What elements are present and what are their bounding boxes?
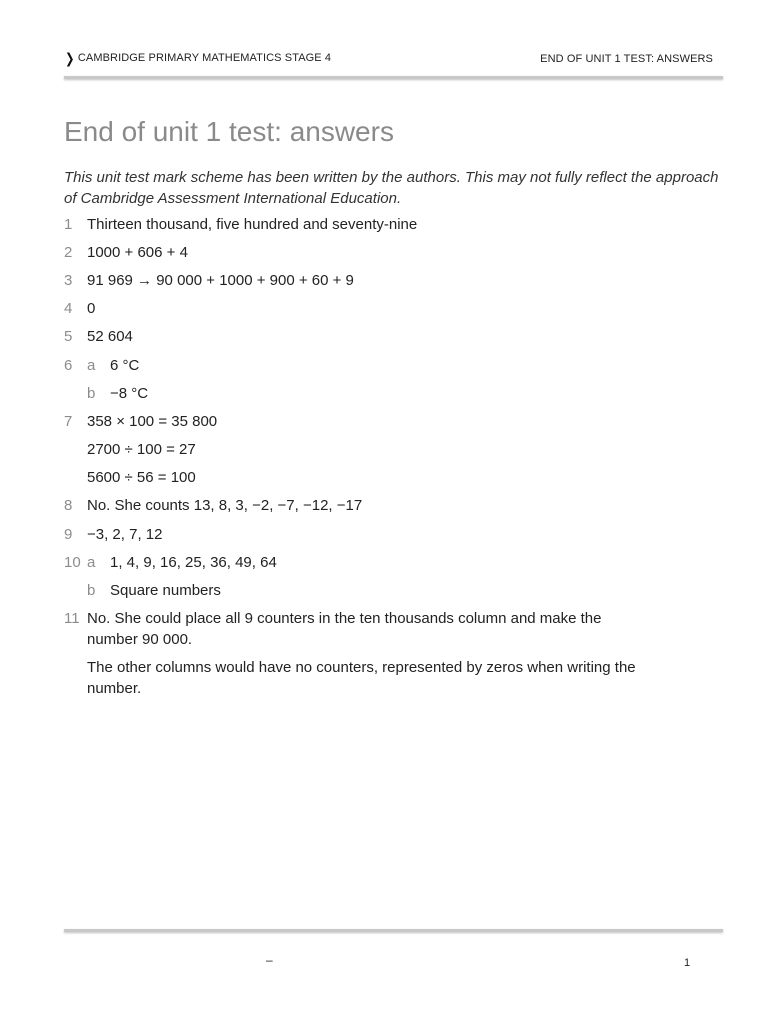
question-number: 5 bbox=[64, 328, 73, 345]
question-number: 3 bbox=[64, 272, 73, 289]
answer-text: 2700 ÷ 100 = 27 bbox=[87, 441, 196, 458]
header-section-title: END OF UNIT 1 TEST: ANSWERS bbox=[540, 53, 713, 65]
answer-paragraph: No. She could place all 9 counters in the ten thousands column and make the number 90 000. bbox=[87, 610, 602, 648]
part-label: a bbox=[87, 357, 96, 374]
question-number: 8 bbox=[64, 497, 73, 514]
answer-text: 6 °C bbox=[110, 357, 140, 374]
question-number: 2 bbox=[64, 244, 73, 261]
answer-text: Square numbers bbox=[110, 582, 221, 599]
question-number: 11 bbox=[64, 610, 80, 627]
answer-text: No. She counts 13, 8, 3, −2, −7, −12, −17 bbox=[87, 497, 363, 514]
intro-note: This unit test mark scheme has been written by the authors. This may not fully reflect the approach of Cambridge Assessment International Education. bbox=[64, 169, 719, 207]
page-number: 1 bbox=[684, 957, 691, 969]
part-label: b bbox=[87, 385, 96, 402]
running-header bbox=[64, 50, 723, 70]
answer-text: Thirteen thousand, five hundred and seventy-nine bbox=[87, 216, 418, 233]
footer-dash: – bbox=[266, 953, 273, 967]
chevron-right-icon: ❯ bbox=[65, 50, 75, 66]
part-label: b bbox=[87, 582, 96, 599]
question-number: 1 bbox=[64, 216, 73, 233]
answer-text: 1000 + 606 + 4 bbox=[87, 244, 188, 261]
header-left bbox=[64, 52, 331, 64]
footer-rule bbox=[64, 929, 723, 932]
answer-text: 1, 4, 9, 16, 25, 36, 49, 64 bbox=[110, 554, 277, 571]
answer-text: 0 bbox=[87, 300, 96, 317]
header-series-title: CAMBRIDGE PRIMARY MATHEMATICS STAGE 4 bbox=[77, 52, 332, 64]
question-number: 9 bbox=[64, 526, 73, 543]
header-rule bbox=[64, 76, 723, 79]
question-number: 10 bbox=[64, 554, 81, 571]
answer-text: 358 × 100 = 35 800 bbox=[87, 413, 218, 430]
question-number: 7 bbox=[64, 413, 73, 430]
answer-text: 52 604 bbox=[87, 328, 133, 345]
answer-text: 5600 ÷ 56 = 100 bbox=[87, 469, 196, 486]
answer-text: −8 °C bbox=[110, 385, 149, 402]
question-number: 4 bbox=[64, 300, 73, 317]
answer-text: 91 969 → 90 000 + 1000 + 900 + 60 + 9 bbox=[87, 272, 354, 289]
question-number: 6 bbox=[64, 357, 73, 374]
answer-text: −3, 2, 7, 12 bbox=[87, 526, 163, 543]
part-label: a bbox=[87, 554, 96, 571]
answer-paragraph: The other columns would have no counters, represented by zeros when writing the number. bbox=[87, 659, 636, 697]
page-title: End of unit 1 test: answers bbox=[64, 116, 394, 147]
